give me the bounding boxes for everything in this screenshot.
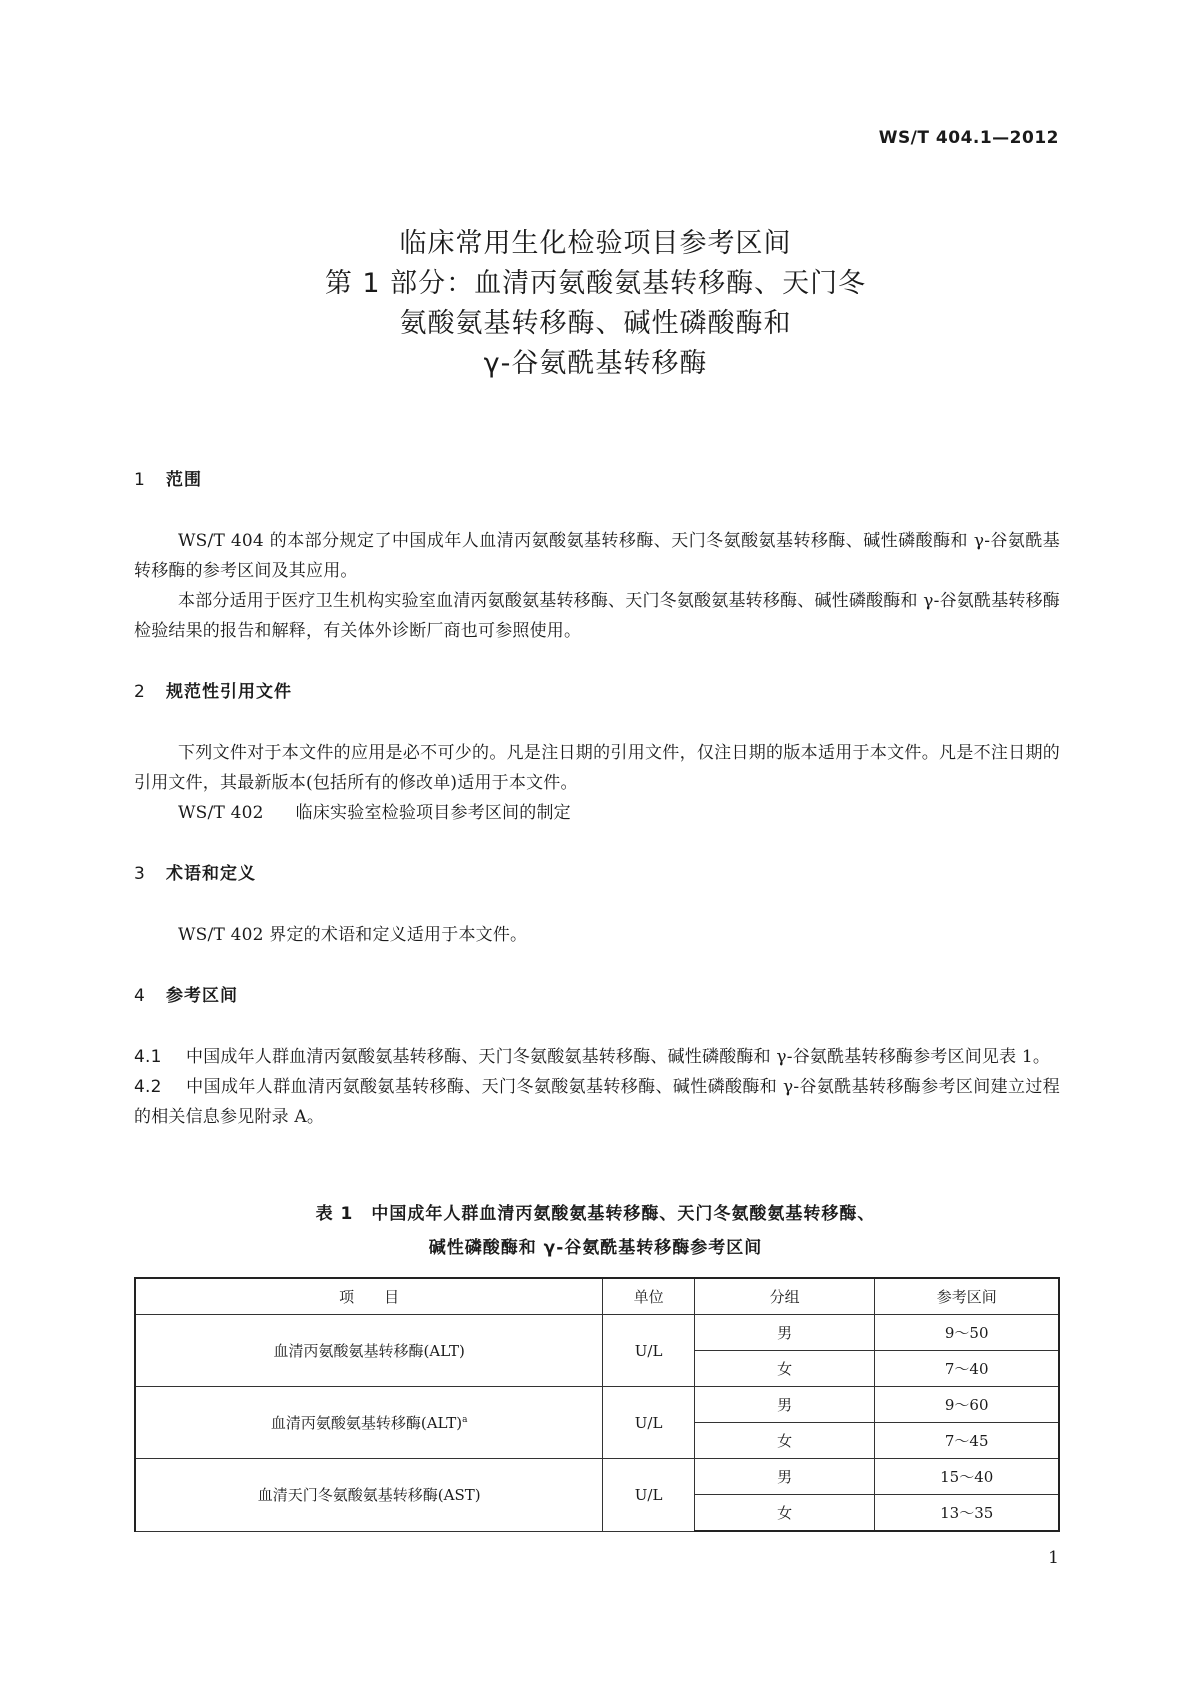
paragraph: WS/T 402 界定的术语和定义适用于本文件。: [178, 925, 528, 945]
item-cell: [135, 1315, 603, 1387]
group-cell: 女: [694, 1495, 875, 1532]
reference-code: WS/T 402: [178, 803, 264, 823]
section-title: 参考区间: [166, 986, 238, 1006]
subclause-number: 4.1: [134, 1047, 162, 1067]
header-unit: 单位: [603, 1278, 694, 1315]
section-title: 术语和定义: [166, 864, 256, 884]
paragraph: WS/T 404 的本部分规定了中国成年人血清丙氨酸氨基转移酶、天门冬氨酸氨基转移酶、碱性磷酸酶和 γ-谷氨酰基转移酶的参考区间及其应用。: [134, 531, 1060, 581]
group-cell: 男: [694, 1315, 875, 1351]
range-cell: 9～60: [875, 1387, 1059, 1423]
table-caption-line-2: 碱性磷酸酶和 γ-谷氨酰基转移酶参考区间: [428, 1238, 763, 1258]
table-header-row: [135, 1278, 1059, 1315]
item-cell: [135, 1387, 603, 1459]
subclause-4-1: [134, 1042, 1060, 1072]
item-name: 血清丙氨酸氨基转移酶(ALT): [273, 1342, 465, 1360]
range-cell: 13～35: [875, 1495, 1059, 1532]
range-cell: 7～45: [875, 1423, 1059, 1459]
item-name: 血清丙氨酸氨基转移酶(ALT): [270, 1414, 463, 1432]
section-heading-reference-intervals: [134, 981, 1060, 1011]
title-line-3: 氨酸氨基转移酶、碱性磷酸酶和: [399, 308, 792, 339]
header-group: 分组: [694, 1278, 875, 1315]
range-cell: 15～40: [875, 1459, 1059, 1495]
subclause-text: 中国成年人群血清丙氨酸氨基转移酶、天门冬氨酸氨基转移酶、碱性磷酸酶和 γ-谷氨酰基转移酶参考区间见表 1。: [186, 1047, 1051, 1067]
item-name: 血清天门冬氨酸氨基转移酶(AST): [257, 1486, 481, 1505]
table-row: [135, 1459, 1059, 1495]
table-caption: [0, 1197, 1191, 1265]
header-range: 参考区间: [875, 1278, 1059, 1315]
title-line-1: 临床常用生化检验项目参考区间: [399, 228, 792, 259]
section-number: 2: [134, 682, 146, 702]
document-body: [134, 465, 1060, 1132]
section-number: 3: [134, 864, 146, 884]
footnote-marker: a: [462, 1415, 468, 1425]
group-cell: 男: [694, 1459, 875, 1495]
section-title: 范围: [166, 470, 202, 490]
unit-cell: U/L: [603, 1315, 694, 1387]
title-line-4: γ-谷氨酰基转移酶: [483, 348, 708, 379]
standard-code: WS/T 404.1—2012: [878, 128, 1059, 148]
section-heading-normative-references: [134, 677, 1060, 707]
range-cell: 9～50: [875, 1315, 1059, 1351]
page-number: 1: [1048, 1548, 1059, 1568]
paragraph: 下列文件对于本文件的应用是必不可少的。凡是注日期的引用文件，仅注日期的版本适用于本文件。凡是不注日期的引用文件，其最新版本(包括所有的修改单)适用于本文件。: [134, 743, 1060, 793]
section-title: 规范性引用文件: [166, 682, 292, 702]
section-number: 1: [134, 470, 146, 490]
subclause-number: 4.2: [134, 1077, 162, 1097]
section-heading-scope: [134, 465, 1060, 495]
reference-entry: [134, 798, 1060, 828]
header-item: 项 目: [135, 1278, 603, 1315]
item-cell: [135, 1459, 603, 1532]
section-number: 4: [134, 986, 146, 1006]
range-cell: 7～40: [875, 1351, 1059, 1387]
subclause-4-2: [134, 1072, 1060, 1132]
table-row: [135, 1387, 1059, 1423]
table-label: 表 1: [315, 1204, 354, 1224]
group-cell: 女: [694, 1423, 875, 1459]
table-caption-line-1: 中国成年人群血清丙氨酸氨基转移酶、天门冬氨酸氨基转移酶、: [371, 1204, 876, 1224]
reference-title: 临床实验室检验项目参考区间的制定: [295, 803, 571, 823]
unit-cell: U/L: [603, 1387, 694, 1459]
document-title: [0, 224, 1191, 384]
paragraph: 本部分适用于医疗卫生机构实验室血清丙氨酸氨基转移酶、天门冬氨酸氨基转移酶、碱性磷酸酶和 γ-谷氨酰基转移酶检验结果的报告和解释，有关体外诊断厂商也可参照使用。: [134, 591, 1060, 641]
subclause-text: 中国成年人群血清丙氨酸氨基转移酶、天门冬氨酸氨基转移酶、碱性磷酸酶和 γ-谷氨酰基转移酶参考区间建立过程的相关信息参见附录 A。: [134, 1077, 1060, 1127]
table-row: [135, 1315, 1059, 1351]
group-cell: 男: [694, 1387, 875, 1423]
group-cell: 女: [694, 1351, 875, 1387]
title-line-2: 第 1 部分：血清丙氨酸氨基转移酶、天门冬: [324, 268, 867, 299]
unit-cell: U/L: [603, 1459, 694, 1532]
section-heading-terms: [134, 859, 1060, 889]
reference-interval-table: [134, 1277, 1060, 1532]
